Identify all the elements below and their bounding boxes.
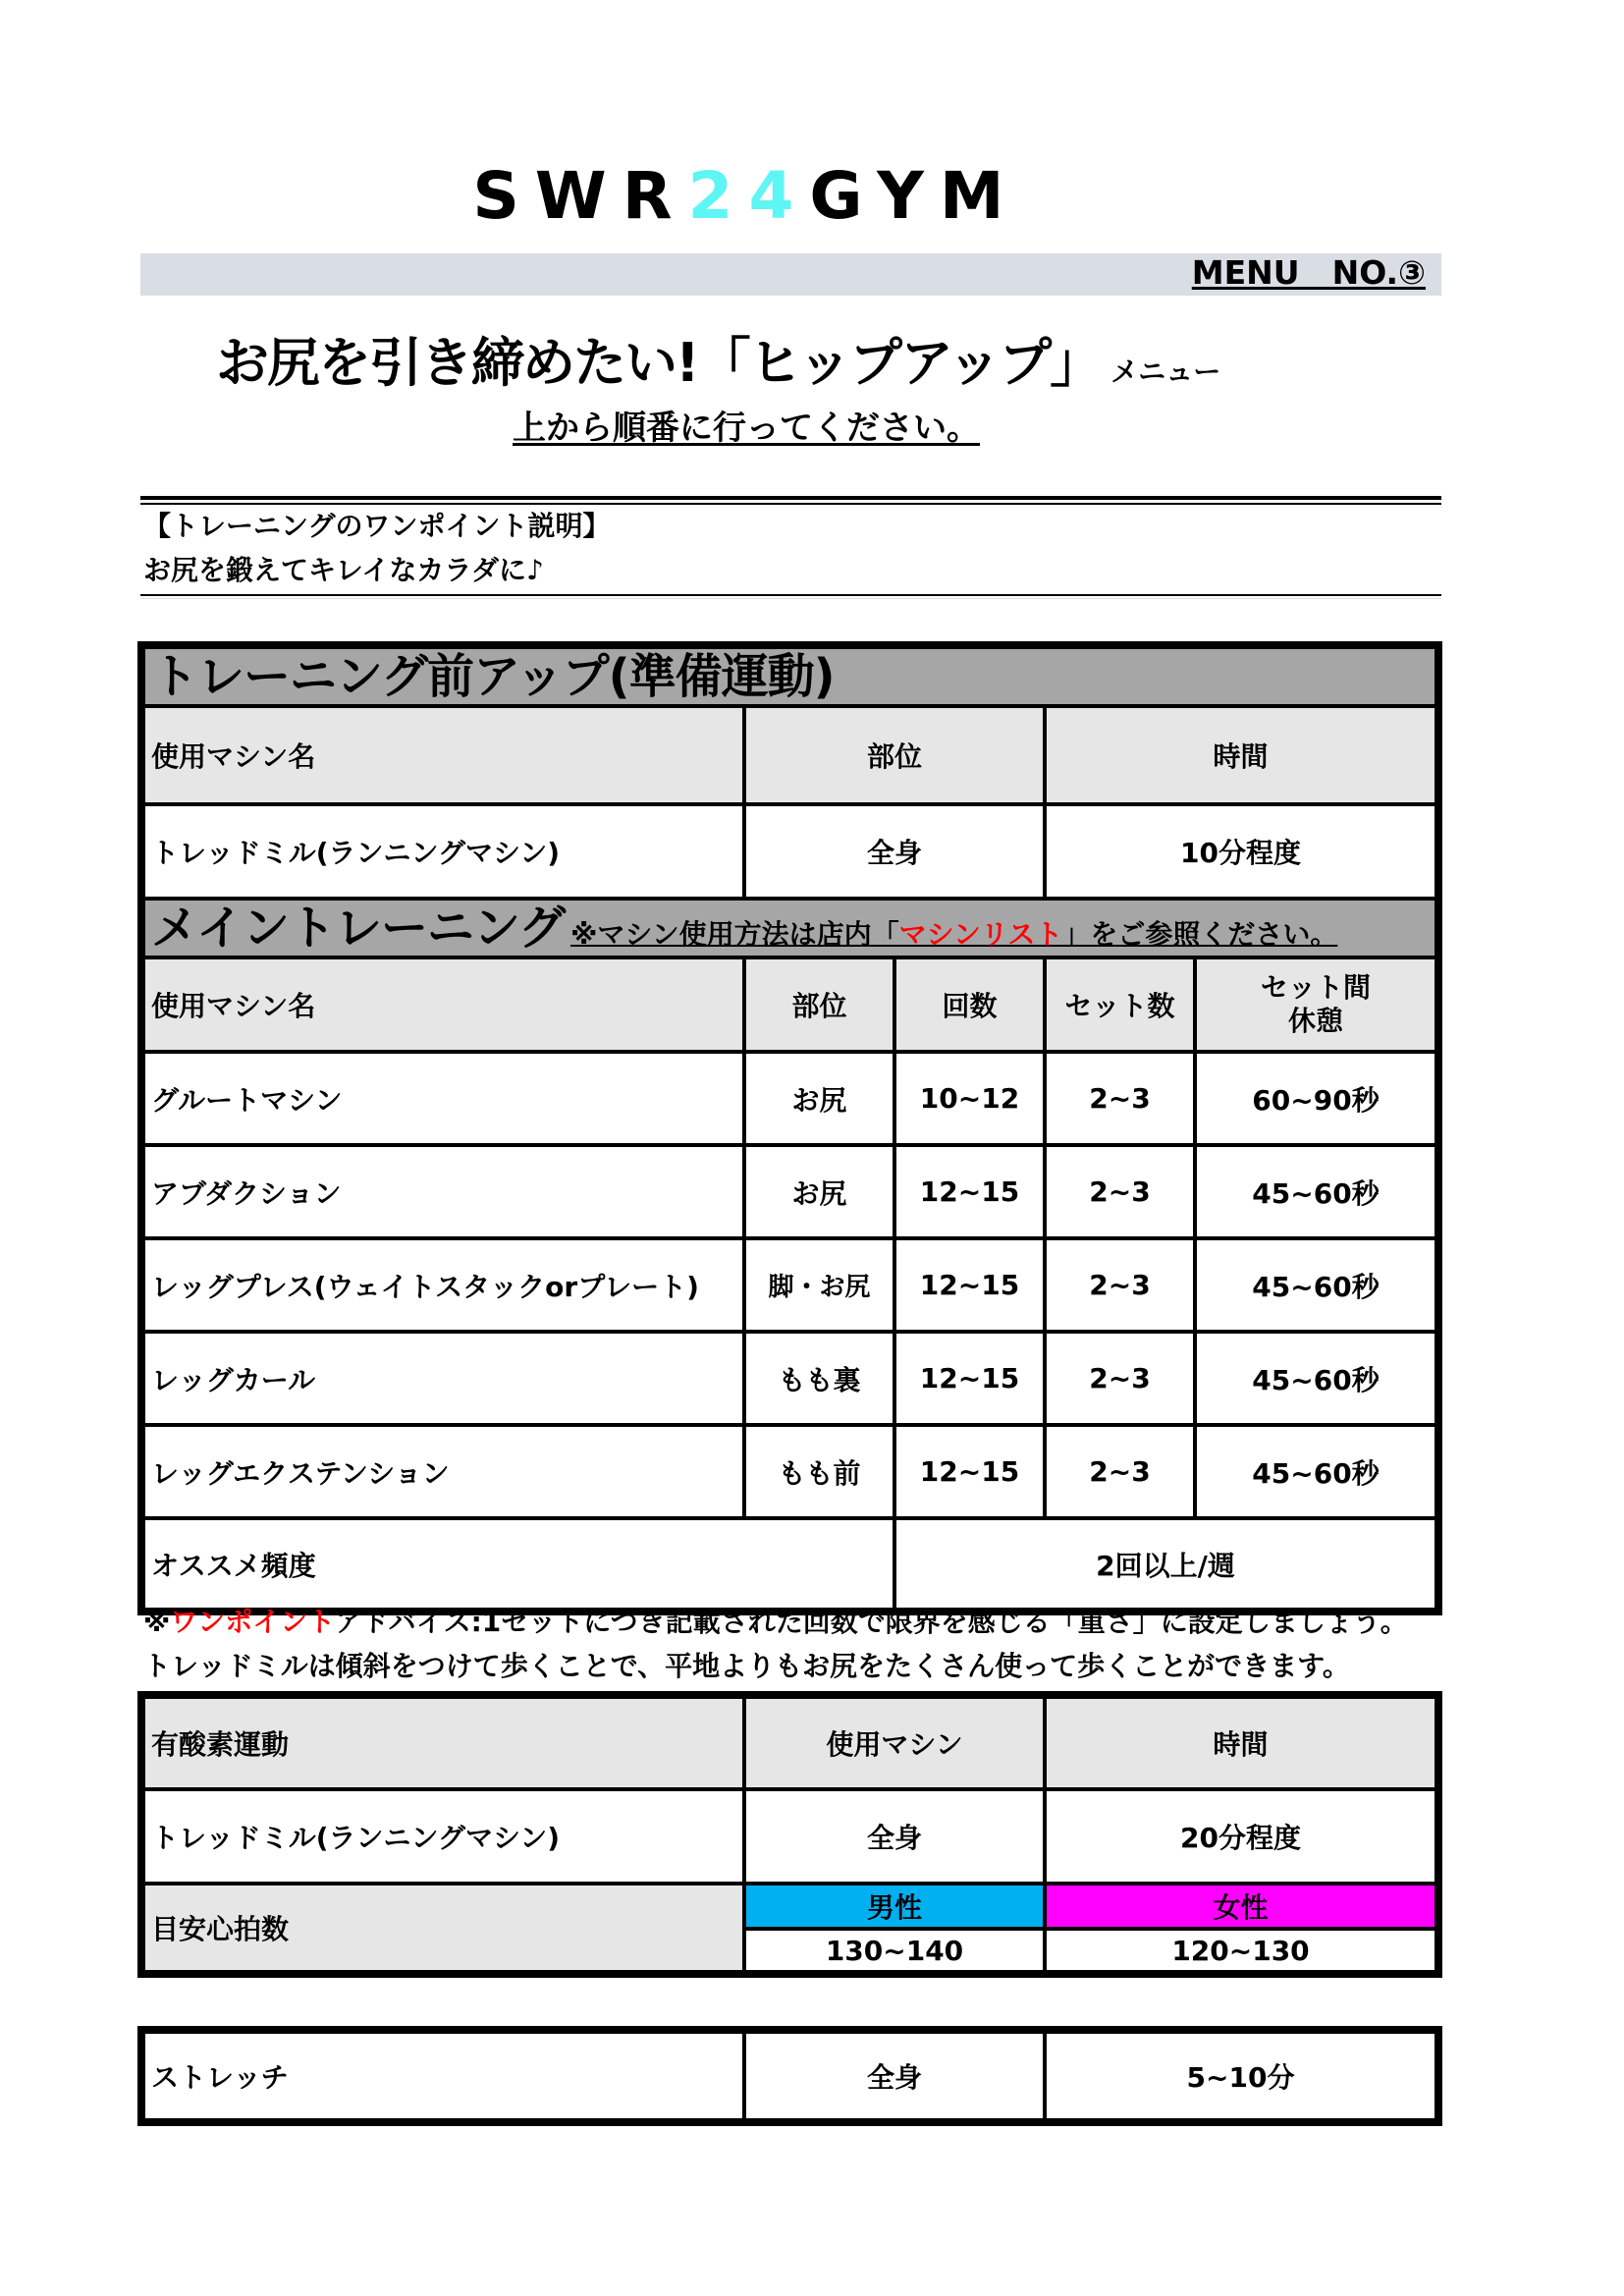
table-row xyxy=(141,1145,1438,1238)
col-header-sets: セット数 xyxy=(1045,957,1195,1052)
aerobic-table xyxy=(137,1691,1442,1978)
logo-suffix: GYM xyxy=(809,158,1020,234)
rest: 45~60秒 xyxy=(1195,1332,1438,1425)
machine-name: レッグカール xyxy=(141,1332,744,1425)
body-part: もも前 xyxy=(744,1425,894,1518)
stretch-name: ストレッチ xyxy=(141,2030,744,2122)
body-part: 全身 xyxy=(744,2030,1045,2122)
male-heart-rate: 130~140 xyxy=(744,1929,1045,1974)
advice-line-2: トレッドミルは傾斜をつけて歩くことで、平地よりもお尻をたくさん使って歩くことができます。 xyxy=(143,1650,1350,1682)
rest: 45~60秒 xyxy=(1195,1145,1438,1238)
reps: 10~12 xyxy=(894,1052,1045,1145)
col-header-rest: セット間 休憩 xyxy=(1195,957,1438,1052)
body-part: もも裏 xyxy=(744,1332,894,1425)
machine-name: レッグエクステンション xyxy=(141,1425,744,1518)
sets: 2~3 xyxy=(1045,1425,1195,1518)
divider xyxy=(140,503,1441,505)
machine-list-link[interactable]: マシンリスト xyxy=(898,918,1063,951)
rest: 45~60秒 xyxy=(1195,1238,1438,1332)
table-row xyxy=(141,1332,1438,1425)
duration: 20分程度 xyxy=(1045,1789,1438,1884)
table-row xyxy=(141,1238,1438,1332)
sets: 2~3 xyxy=(1045,1052,1195,1145)
duration: 10分程度 xyxy=(1045,804,1438,899)
page-title xyxy=(216,329,1220,407)
sets: 2~3 xyxy=(1045,1145,1195,1238)
training-table xyxy=(137,641,1442,1615)
reps: 12~15 xyxy=(894,1425,1045,1518)
col-header-part: 部位 xyxy=(744,706,1045,804)
stretch-table xyxy=(137,2026,1442,2126)
sets: 2~3 xyxy=(1045,1332,1195,1425)
female-heart-rate: 120~130 xyxy=(1045,1929,1438,1974)
machine-list-note: ※マシン使用方法は店内「マシンリスト」をご参照ください。 xyxy=(570,918,1338,951)
body-part: 全身 xyxy=(744,804,1045,899)
col-header-time: 時間 xyxy=(1045,1695,1438,1789)
female-label: 女性 xyxy=(1045,1884,1438,1929)
table-row xyxy=(141,1789,1438,1884)
col-header-time: 時間 xyxy=(1045,706,1438,804)
divider xyxy=(140,496,1441,500)
rest: 60~90秒 xyxy=(1195,1052,1438,1145)
body-part: お尻 xyxy=(744,1052,894,1145)
divider xyxy=(140,594,1441,596)
col-header-machine: 使用マシン xyxy=(744,1695,1045,1789)
logo-prefix: SWR xyxy=(472,158,688,234)
machine-name: レッグプレス(ウェイトスタックorプレート) xyxy=(141,1238,744,1332)
menu-band xyxy=(140,253,1441,296)
frequency-value: 2回以上/週 xyxy=(894,1518,1438,1612)
logo-accent: 24 xyxy=(687,158,810,234)
title-suffix: メニュー xyxy=(1110,355,1221,388)
advice-highlight: ワンポイント xyxy=(170,1606,335,1638)
advice-line-1: ※ワンポイントアドバイス:1セットにつき記載された回数で限界を感じる「重さ」に設定しましょう。 xyxy=(143,1606,1408,1638)
rest: 45~60秒 xyxy=(1195,1425,1438,1518)
gym-logo xyxy=(0,157,1492,236)
divider xyxy=(140,598,1441,599)
duration: 5~10分 xyxy=(1045,2030,1438,2122)
frequency-label: オススメ頻度 xyxy=(141,1518,894,1612)
page-subtitle: 上から順番に行ってください。 xyxy=(513,409,980,448)
col-header-part: 部位 xyxy=(744,957,894,1052)
sets: 2~3 xyxy=(1045,1238,1195,1332)
title-main: お尻を引き締めたい!「ヒップアップ」 xyxy=(216,332,1102,394)
one-point-body: お尻を鍛えてキレイなカラダに♪ xyxy=(143,554,544,586)
table-row xyxy=(141,804,1438,899)
reps: 12~15 xyxy=(894,1145,1045,1238)
menu-number: MENU NO.③ xyxy=(1191,253,1426,292)
table-row xyxy=(141,1425,1438,1518)
col-header-machine: 使用マシン名 xyxy=(141,957,744,1052)
col-header-reps: 回数 xyxy=(894,957,1045,1052)
main-section-title: メイントレーニング ※マシン使用方法は店内「マシンリスト」をご参照ください。 xyxy=(141,899,1438,957)
machine-name: トレッドミル(ランニングマシン) xyxy=(141,804,744,899)
male-label: 男性 xyxy=(744,1884,1045,1929)
machine-name: トレッドミル(ランニングマシン) xyxy=(141,1789,744,1884)
table-row xyxy=(141,2030,1438,2122)
warmup-section-title: トレーニング前アップ(準備運動) xyxy=(141,645,1438,706)
col-header-aerobic: 有酸素運動 xyxy=(141,1695,744,1789)
machine-name: グルートマシン xyxy=(141,1052,744,1145)
body-part: 脚・お尻 xyxy=(744,1238,894,1332)
one-point-heading: 【トレーニングのワンポイント説明】 xyxy=(143,510,611,542)
reps: 12~15 xyxy=(894,1332,1045,1425)
machine-name: アブダクション xyxy=(141,1145,744,1238)
heart-rate-label: 目安心拍数 xyxy=(141,1884,744,1974)
body-part: 全身 xyxy=(744,1789,1045,1884)
reps: 12~15 xyxy=(894,1238,1045,1332)
body-part: お尻 xyxy=(744,1145,894,1238)
table-row xyxy=(141,1052,1438,1145)
col-header-machine: 使用マシン名 xyxy=(141,706,744,804)
frequency-row xyxy=(141,1518,1438,1612)
